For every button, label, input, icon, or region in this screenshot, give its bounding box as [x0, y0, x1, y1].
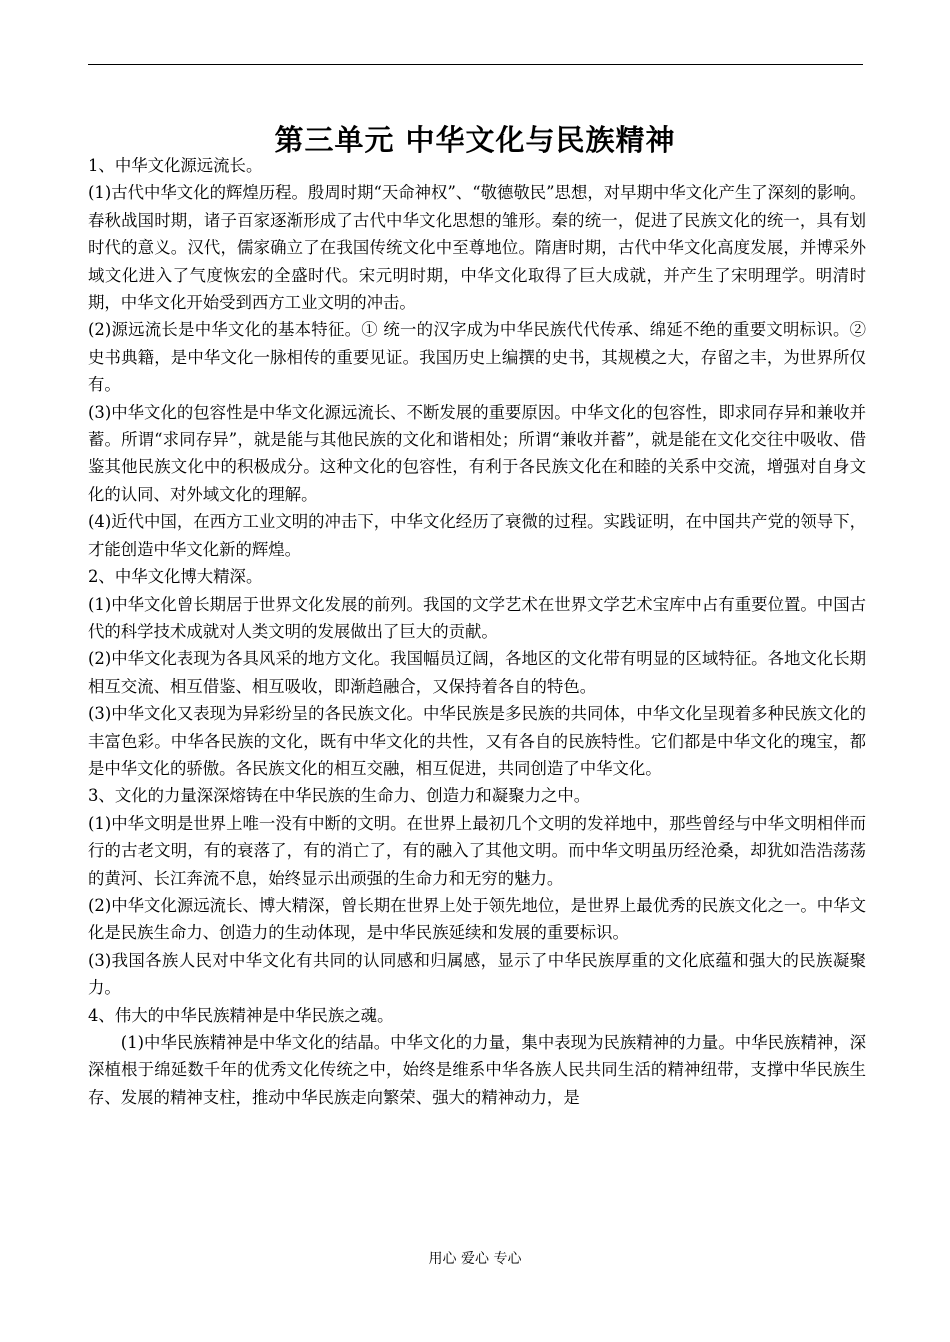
page-title: 第三单元 中华文化与民族精神: [274, 123, 676, 157]
paragraph: (1)中华文明是世界上唯一没有中断的文明。在世界上最初几个文明的发祥地中，那些曾经与中华文明相伴而行的古老文明，有的衰落了，有的消亡了，有的融入了其他文明。而中华文明虽历经沧桑，却犹如浩浩荡荡的黄河、长江奔流不息，始终显示出顽强的生命力和无穷的魅力。: [88, 813, 866, 888]
paragraph: 2、中华文化博大精深。: [88, 567, 263, 587]
page-footer: 用心 爱心 专心: [428, 1251, 522, 1267]
paragraph: (3)中华文化的包容性是中华文化源远流长、不断发展的重要原因。中华文化的包容性，即求同存异和兼收并蓄。所谓“求同存异”，就是能与其他民族的文化和谐相处；所谓“兼收并蓄”，就是能在文化交往中吸收、借鉴其他民族文化中的积极成分。这种文化的包容性，有利于各民族文化在和睦的关系中交流，增强对自身文化的认同、对外域文化的理解。: [88, 402, 866, 504]
paragraph: (2)源远流长是中华文化的基本特征。① 统一的汉字成为中华民族代代传承、绵延不绝的重要文明标识。② 史书典籍，是中华文化一脉相传的重要见证。我国历史上编撰的史书，其规模之大，存留之丰，为世界所仅有。: [88, 320, 866, 395]
paragraph: (1)古代中华文化的辉煌历程。殷周时期“天命神权”、“敬德敬民”思想，对早期中华文化产生了深刻的影响。春秋战国时期，诸子百家逐渐形成了古代中华文化思想的雏形。秦的统一，促进了民族文化的统一，具有划时代的意义。汉代，儒家确立了在我国传统文化中至尊地位。隋唐时期，古代中华文化高度发展，并博采外域文化进入了气度恢宏的全盛时代。宋元明时期，中华文化取得了巨大成就，并产生了宋明理学。明清时期，中华文化开始受到西方工业文明的冲击。: [88, 183, 866, 313]
paragraph: 3、文化的力量深深熔铸在中华民族的生命力、创造力和凝聚力之中。: [88, 786, 591, 806]
paragraph: 4、伟大的中华民族精神是中华民族之魂。: [88, 1005, 394, 1025]
header-rule: [88, 64, 863, 65]
paragraph: (2)中华文化表现为各具风采的地方文化。我国幅员辽阔，各地区的文化带有明显的区域特征。各地文化长期相互交流、相互借鉴、相互吸收，即渐趋融合，又保持着各自的特色。: [88, 649, 866, 696]
paragraph: (1)中华文化曾长期居于世界文化发展的前列。我国的文学艺术在世界文学艺术宝库中占有重要位置。中国古代的科学技术成就对人类文明的发展做出了巨大的贡献。: [88, 594, 866, 641]
paragraph: (3)中华文化又表现为异彩纷呈的各民族文化。中华民族是多民族的共同体，中华文化呈现着多种民族文化的丰富色彩。中华各民族的文化，既有中华文化的共性，又有各自的民族特性。它们都是中华文化的瑰宝，都是中华文化的骄傲。各民族文化的相互交融，相互促进，共同创造了中华文化。: [88, 704, 866, 778]
document-body: [88, 152, 866, 1111]
paragraph: (4)近代中国，在西方工业文明的冲击下，中华文化经历了衰微的过程。实践证明，在中国共产党的领导下，才能创造中华文化新的辉煌。: [88, 512, 866, 559]
paragraph: (2)中华文化源远流长、博大精深，曾长期在世界上处于领先地位，是世界上最优秀的民族文化之一。中华文化是民族生命力、创造力的生动体现，是中华民族延续和发展的重要标识。: [88, 895, 866, 943]
paragraph: 1、中华文化源远流长。: [88, 156, 263, 175]
paragraph: (3)我国各族人民对中华文化有共同的认同感和归属感，显示了中华民族厚重的文化底蕴和强大的民族凝聚力。: [88, 950, 866, 998]
paragraph: (1)中华民族精神是中华文化的结晶。中华文化的力量，集中表现为民族精神的力量。中华民族精神，深深植根于绵延数千年的优秀文化传统之中，始终是维系中华各族人民共同生活的精神纽带，支撑中华民族生存、发展的精神支柱，推动中华民族走向繁荣、强大的精神动力，是: [88, 1033, 866, 1107]
